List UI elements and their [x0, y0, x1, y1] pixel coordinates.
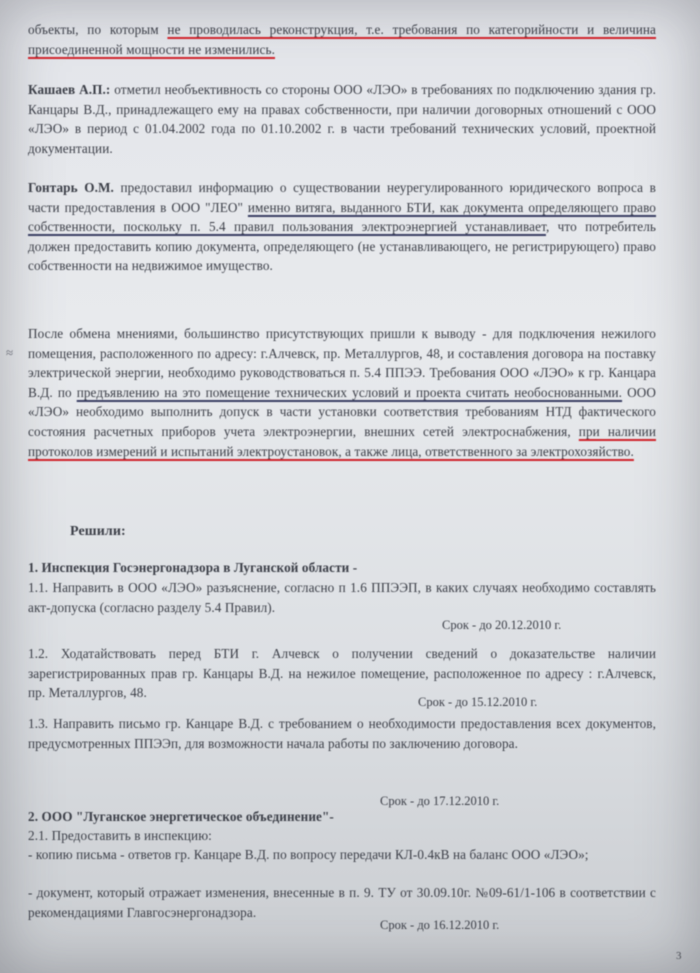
deadline-1-1: Срок - до 20.12.2010 г.	[442, 618, 562, 632]
paragraph-gontar	[28, 178, 656, 276]
paragraph-conclusion	[28, 324, 656, 461]
p3-text-a: предоставил информацию о существовании неурегулированного юридического вопроса в части предоставления в ООО "ЛЕО"	[28, 180, 656, 215]
deadline-1-2: Срок - до 15.12.2010 г.	[418, 695, 538, 709]
p3-text-b: , что потребитель должен предоставить копию документа, определяющего (не устанавливающего, не регистрирующего) право собственности на недвижимое имущество.	[28, 219, 656, 274]
p2-text: отметил необъективность со стороны ООО «ЛЭО» в требованиях по подключению здания гр. Канцары В.Д., принадлежащего ему на правах собственности, при наличии договорных отношений с ООО «ЛЭО» в период с 01.04.2002 года по 01.10.2002 г. в части требований технических условий, проектной документации.	[28, 82, 656, 156]
item-2-1-bullet-2: - документ, который отражает изменения, внесенные в п. 9. ТУ от 30.09.10г. №09-61/1-106 в соответствии с рекомендациями Главгосэнергонадзора.	[28, 885, 656, 920]
p4-text-b: ООО «ЛЭО» необходимо выполнить допуск в части установки соответствия требованиям НТД фактического состояния расчетных приборов учета электроэнергии, внешних сетей электроснабжения,	[28, 384, 656, 439]
item-2-1: 2.1. Предоставить в инспекцию:	[28, 828, 212, 843]
p4-text-a: После обмена мнениями, большинство присутствующих пришли к выводу - для подключения нежилого помещения, расположенного по адресу: г.Алчевск, пр. Металлургов, 48, и составления договора на поставку электрической энергии, необходимо руководствоваться п. 5.4 ППЭЭ. Требования ООО «ЛЭО» к гр. Канцара В.Д. по	[28, 326, 656, 400]
deadline-2-1: Срок - до 16.12.2010 г.	[380, 918, 500, 932]
page-number: 3	[676, 950, 682, 962]
margin-pen-mark: ≈	[6, 345, 14, 360]
paragraph-kashaev	[28, 80, 656, 158]
speaker-kashaev: Кашаев А.П.:	[28, 82, 111, 97]
p1-text: объекты, по которым	[28, 22, 168, 37]
resolved-heading: Решили:	[70, 524, 126, 539]
section2-title: 2. ООО "Луганское энергетическое объединение"-	[28, 809, 334, 824]
item-1-2: 1.2. Ходатайствовать перед БТИ г. Алчевск о получении сведений о доказательстве наличии зарегистрированных прав гр. Канцары В.Д. на нежилое помещение, расположенное по адресу : г.Алчевск, пр. Металлургов, 48.	[28, 646, 656, 701]
p1-red-underlined: не проводилась реконструкция, т.е. требования по категорийности и величина присоединенной мощности не изменились.	[28, 22, 656, 57]
p4-red-underlined: при наличии протоколов измерений и испытаний электроустановок, а также лица, ответственного за электрохозяйство.	[28, 423, 656, 459]
speaker-gontar: Гонтарь О.М.	[28, 180, 114, 195]
item-1-3: 1.3. Направить письмо гр. Канцаре В.Д. с требованием о необходимости предоставления всех документов, предусмотренных ППЭЭп, для возможности начала работы по заключению договора.	[28, 716, 656, 751]
item-2-1-bullet-1: - копию письма - ответов гр. Канцаре В.Д. по вопросу передачи КЛ-0.4кВ на баланс ООО «ЛЭО»;	[28, 847, 589, 862]
paragraph-objects	[28, 20, 656, 59]
p3-blue-underlined: именно витяга, выданного БТИ, как документа определяющего право собственности, поскольку п. 5.4 правил пользования электроэнергией устанавливает	[28, 199, 657, 235]
deadline-1-3: Срок - до 17.12.2010 г.	[380, 794, 500, 808]
section1-title: 1. Инспекция Госэнергонадзора в Луганской области -	[28, 560, 358, 575]
p4-blue-underlined: предъявлению на это помещение технических условий и проекта считать необоснованными.	[76, 384, 623, 400]
item-1-1: 1.1. Направить в ООО «ЛЭО» разъяснение, согласно п 1.6 ППЭЭП, в каких случаях необходимо составлять акт-допуска (согласно разделу 5.4 Правил).	[28, 580, 656, 615]
